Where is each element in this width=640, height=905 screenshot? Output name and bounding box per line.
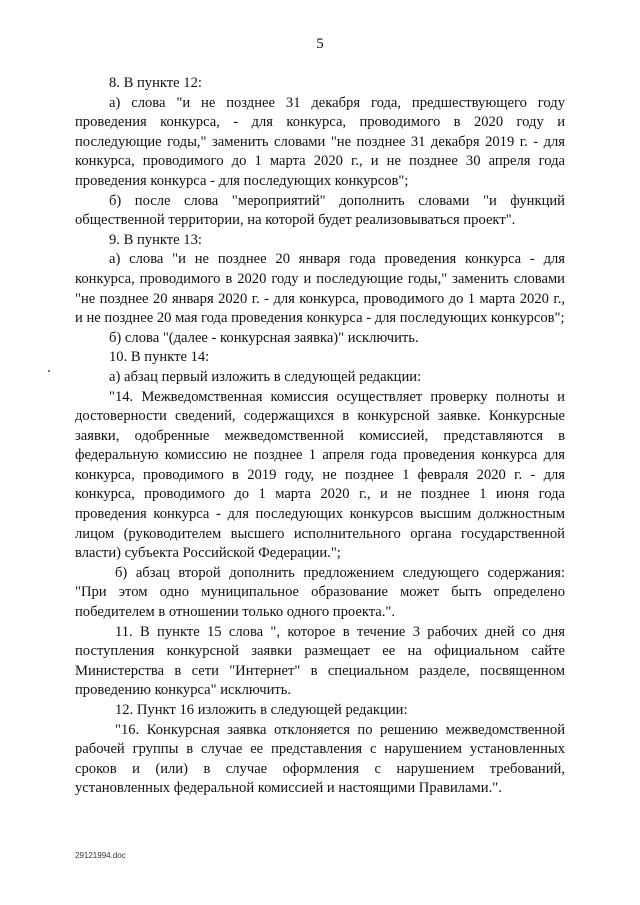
paragraph: "16. Конкурсная заявка отклоняется по решению межведомственной рабочей группы в случае ее представления с нарушением установленных сроков и (или) в случае оформления с нарушением требований, установленных федеральной комиссией и настоящими Правилами.". — [75, 721, 565, 797]
paragraph: 11. В пункте 15 слова ", которое в течение 3 рабочих дней со дня поступления конкурсной заявки размещает ее на официальном сайте Министерства в сети "Интернет" в специальном разделе, посвященном проведению конкурса" исключить. — [75, 623, 565, 699]
file-name-footer: 29121994.doc — [75, 851, 126, 860]
document-body — [75, 74, 565, 799]
paragraph: б) абзац второй дополнить предложением следующего содержания: "При этом одно муниципальное образование может быть определено победителем в отношении только одного проекта.". — [75, 564, 565, 621]
paragraph: 9. В пункте 13: — [109, 231, 202, 248]
paragraph: а) абзац первый изложить в следующей редакции: — [109, 368, 422, 385]
paragraph: 8. В пункте 12: — [109, 75, 202, 91]
paragraph: б) слова "(далее - конкурсная заявка)" исключить. — [109, 329, 419, 346]
paragraph: а) слова "и не позднее 31 декабря года, предшествующего году проведения конкурса, - для конкурса, проводимого в 2020 году и последующие годы," заменить словами "не позднее 31 декабря 2019 г. - для конкурса, проводимого до 1 марта 2020 г., и не позднее 30 апреля года проведения конкурса - для последующих конкурсов"; — [75, 94, 565, 189]
paragraph: 10. В пункте 14: — [109, 349, 210, 366]
paragraph: "14. Межведомственная комиссия осуществляет проверку полноты и достоверности сведений, содержащихся в конкурсной заявке. Конкурсные заявки, одобренные межведомственной комиссией, представляются в федеральную комиссию не позднее 1 апреля года проведения конкурса для конкурса, проводимого в 2019 году, не позднее 1 февраля 2020 г. - для конкурса, проводимого до 1 марта 2020 г., и не позднее 1 июня года проведения конкурса - для последующих конкурсов высшим должностным лицом (руководителем высшего исполнительного органа государственной власти) субъекта Российской Федерации."; — [75, 388, 565, 562]
paragraph: 12. Пункт 16 изложить в следующей редакции: — [115, 702, 408, 718]
paragraph: б) после слова "мероприятий" дополнить словами "и функций общественной территории, на которой будет реализовываться проект". — [75, 192, 565, 229]
scan-speck — [48, 370, 50, 372]
paragraph: а) слова "и не позднее 20 января года проведения конкурса - для конкурса, проводимого в 2020 году и последующие годы," заменить словами "не позднее 20 января 2020 г. - для конкурса, проводимого до 1 марта 2020 г., и не позднее 20 мая года проведения конкурса - для последующих конкурсов"; — [75, 251, 565, 327]
page-number: 5 — [316, 36, 324, 52]
